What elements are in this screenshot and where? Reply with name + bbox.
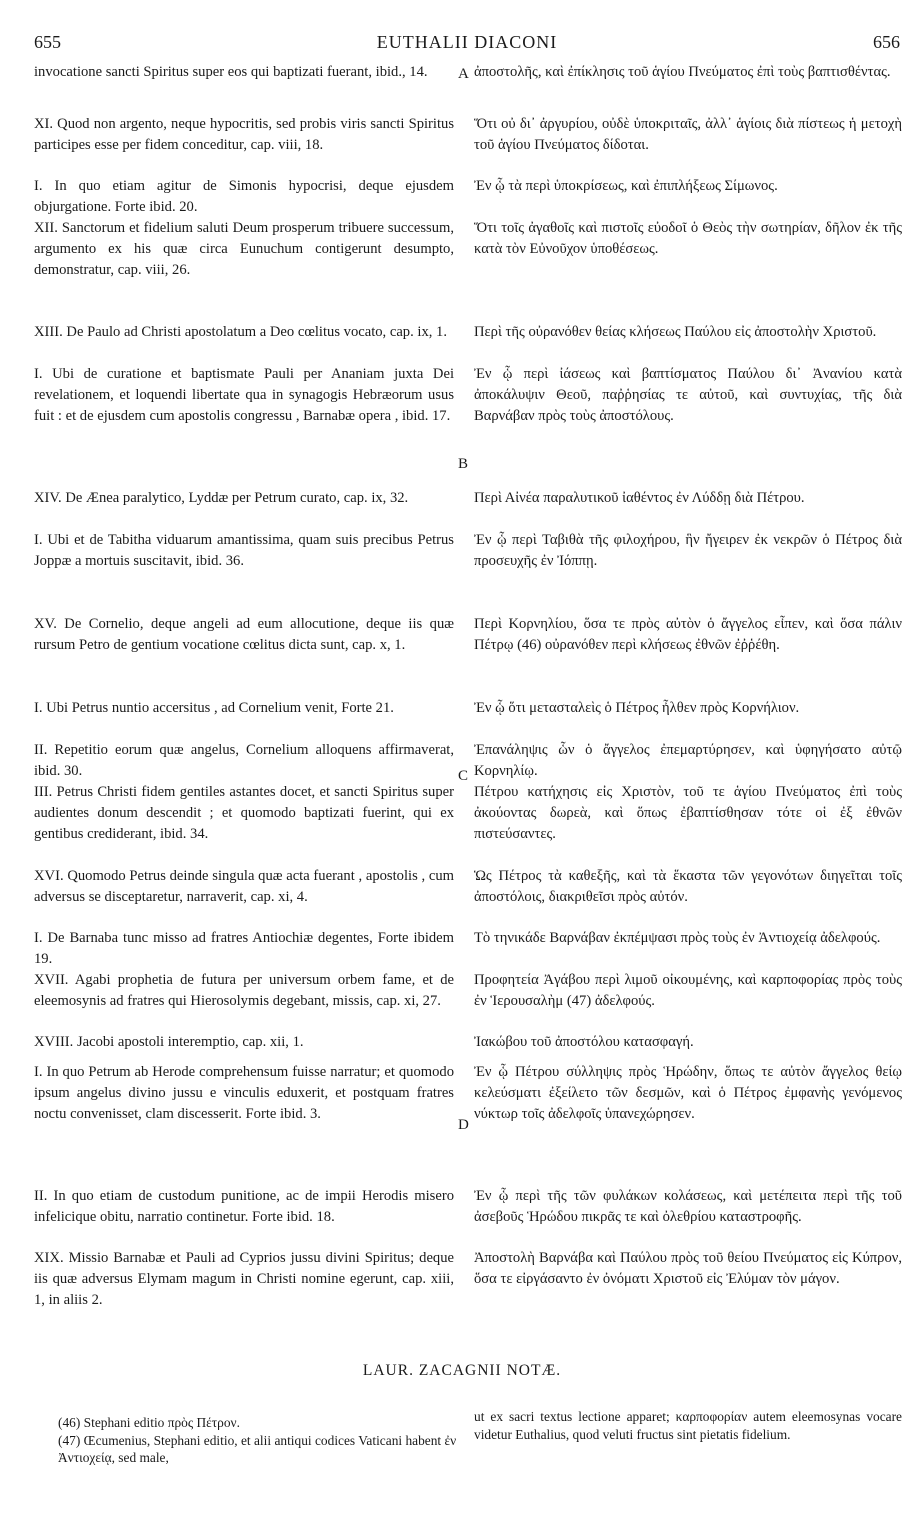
latin-paragraph: XVII. Agabi prophetia de futura per universum orbem fame, et de eleemosynis ad fratres qui Hierosolymis degebant, missis, cap. xi, 27. <box>34 972 454 1009</box>
latin-paragraph: XIV. De Ænea paralytico, Lyddæ per Petrum curato, cap. ix, 32. <box>34 490 409 506</box>
latin-paragraph: XIII. De Paulo ad Christi apostolatum a Deo cœlitus vocato, cap. ix, 1. <box>34 324 447 340</box>
greek-paragraph: Ἐν ᾧ ὅτι μετασταλεὶς ὁ Πέτρος ἦλθεν πρὸς Κορνήλιον. <box>474 700 800 716</box>
running-title: EUTHALII DIACONI <box>376 32 558 52</box>
latin-paragraph: XIX. Missio Barnabæ et Pauli ad Cyprios jussu divini Spiritus; deque iis quæ adversus Elymam magum in Christi nomine egerunt, cap. xiii, 1, in aliis 2. <box>34 1250 454 1308</box>
notes-left-column <box>58 1414 460 1467</box>
latin-paragraph: XI. Quod non argento, neque hypocritis, sed probis viris sancti Spiritus participes esse per fidem conceditur, cap. viii, 18. <box>34 116 454 153</box>
latin-paragraph: XVI. Quomodo Petrus deinde singula quæ acta fuerant , apostolis , cum adversus se disceptaretur, narraverit, cap. xi, 4. <box>34 868 454 905</box>
footnote-46: (46) Stephani editio πρὸς Πέτρον. <box>58 1415 240 1430</box>
footnote-47-continued: ut ex sacri textus lectione apparet; καρποφορίαν autem eleemosynas vocare videtur Euthalius, quod veluti fructus sint pietatis fidelium. <box>474 1409 902 1442</box>
latin-paragraph: I. Ubi Petrus nuntio accersitus , ad Cornelium venit, Forte 21. <box>34 700 394 716</box>
greek-paragraph: Ἐπανάληψις ὧν ὁ ἄγγελος ἐπεμαρτύρησεν, καὶ ὑφηγήσατο αὐτῷ Κορνηλίῳ. <box>474 742 902 779</box>
greek-paragraph: Τὸ τηνικάδε Βαρνάβαν ἐκπέμψασι πρὸς τοὺς ἐν Ἀντιοχείᾳ ἀδελφούς. <box>474 930 881 946</box>
latin-paragraph: I. Ubi et de Tabitha viduarum amantissima, quam suis precibus Petrus Joppæ a mortuis suscitavit, ibid. 36. <box>34 532 454 569</box>
greek-paragraph: Ὡς Πέτρος τὰ καθεξῆς, καὶ τὰ ἕκαστα τῶν γεγονότων διηγεῖται τοῖς ἀποστόλοις, διακριθεῖσι πρὸς αὐτόν. <box>474 868 902 905</box>
greek-paragraph: Προφητεία Ἀγάβου περὶ λιμοῦ οἰκουμένης, καὶ καρποφορίας πρὸς τοὺς ἐν Ἱερουσαλὴμ (47) ἀδελφούς. <box>474 972 902 1009</box>
greek-paragraph: Ὅτι τοῖς ἀγαθοῖς καὶ πιστοῖς εὐοδοῖ ὁ Θεὸς τὴν σωτηρίαν, δῆλον ἐκ τῆς κατὰ τὸν Εὐνοῦχον ὑποθέσεως. <box>474 220 902 257</box>
greek-paragraph: Ἐν ᾧ περὶ ἰάσεως καὶ βαπτίσματος Παύλου δι᾽ Ἀνανίου κατὰ ἀποκάλυψιν Θεοῦ, παῤῥησίας τε αὐτοῦ, καὶ συντυχίας, τῆς διὰ Βαρνάβαν πρὸς τοὺς ἀποστόλους. <box>474 366 902 424</box>
footnote-47: (47) Œcumenius, Stephani editio, et alii antiqui codices Vaticani habent ἐν Ἀντιοχείᾳ, sed male, <box>58 1432 457 1465</box>
notes-heading: LAUR. ZACAGNII NOTÆ. <box>362 1362 562 1379</box>
latin-paragraph: II. In quo etiam de custodum punitione, ac de impii Herodis misero infelicique obitu, narratio continetur. Forte ibid. 18. <box>34 1188 454 1225</box>
margin-letter-c: C <box>458 768 469 784</box>
latin-paragraph: III. Petrus Christi fidem gentiles astantes docet, et sancti Spiritus super audientes donum descendit ; et quomodo baptizati fuerint, qui ex gentibus crediderant, ibid. 34. <box>34 784 454 842</box>
latin-paragraph: I. Ubi de curatione et baptismate Pauli per Ananiam juxta Dei revelationem, et loquendi libertate qua in synagogis Hebræorum usus fuit : et de ejusdem cum apostolis congressu , Barnabæ opera , ibid. 17. <box>34 366 454 424</box>
page-number-left: 655 <box>34 32 61 52</box>
margin-letter-a: A <box>458 66 469 82</box>
notes-right-column <box>474 1408 902 1443</box>
page-number-right: 656 <box>873 32 900 52</box>
latin-paragraph: invocatione sancti Spiritus super eos qui baptizati fuerant, ibid., 14. <box>34 64 428 80</box>
latin-paragraph: I. In quo Petrum ab Herode comprehensum fuisse narratur; et quomodo ipsum angelus divino jussu e vinculis eduxerit, et postquam fratres noctu convenisset, clam discesserit. Forte ibid. 3. <box>34 1064 454 1122</box>
greek-paragraph: Περὶ Κορνηλίου, ὅσα τε πρὸς αὐτὸν ὁ ἄγγελος εἶπεν, καὶ ὅσα πάλιν Πέτρῳ (46) οὐρανόθεν περὶ κλήσεως ἐθνῶν ἐῤῥέθη. <box>474 616 902 653</box>
page-header <box>34 32 900 56</box>
latin-paragraph: XV. De Cornelio, deque angeli ad eum allocutione, deque iis quæ rursum Petro de gentium vocatione cœlitus dicta sunt, cap. x, 1. <box>34 616 454 653</box>
greek-paragraph: Περὶ τῆς οὐρανόθεν θείας κλήσεως Παύλου εἰς ἀποστολὴν Χριστοῦ. <box>474 324 877 340</box>
greek-paragraph: Ἐν ᾧ Πέτρου σύλληψις πρὸς Ἡρώδην, ὅπως τε αὐτὸν ἄγγελος θείῳ κελεύσματι ἐξείλετο τῶν δεσμῶν, καὶ ὁ Πέτρος ἐμφανὴς γενόμενος νύκτωρ τοῖς ἀδελφοῖς ὑπανεχώρησεν. <box>474 1064 902 1122</box>
latin-paragraph: XVIII. Jacobi apostoli interemptio, cap. xii, 1. <box>34 1034 304 1050</box>
latin-paragraph: I. In quo etiam agitur de Simonis hypocrisi, deque ejusdem objurgatione. Forte ibid. 20. <box>34 178 454 215</box>
greek-paragraph: Ὅτι οὐ δι᾽ ἀργυρίου, οὐδὲ ὑποκριταῖς, ἀλλ᾽ ἁγίοις διὰ πίστεως ἡ μετοχὴ τοῦ ἁγίου Πνεύματος δίδοται. <box>474 116 902 153</box>
margin-letter-d: D <box>458 1117 469 1133</box>
latin-paragraph: I. De Barnaba tunc misso ad fratres Antiochiæ degentes, Forte ibidem 19. <box>34 930 454 967</box>
greek-paragraph: Ἐν ᾧ περὶ τῆς τῶν φυλάκων κολάσεως, καὶ μετέπειτα περὶ τῆς τοῦ ἀσεβοῦς Ἡρώδου πικρᾶς τε καὶ ὀλεθρίου καταστροφῆς. <box>474 1188 902 1225</box>
greek-paragraph: Πέτρου κατήχησις εἰς Χριστὸν, τοῦ τε ἁγίου Πνεύματος ἐπὶ τοὺς ἀκούοντας δωρεὰ, καὶ ὅπως ἐβαπτίσθησαν τότε οἱ ἐξ ἐθνῶν πιστεύσαντες. <box>474 784 902 842</box>
margin-letter-b: B <box>458 456 469 472</box>
greek-paragraph: Ἐν ᾧ τὰ περὶ ὑποκρίσεως, καὶ ἐπιπλήξεως Σίμωνος. <box>474 178 778 194</box>
greek-paragraph: Ἐν ᾧ περὶ Ταβιθὰ τῆς φιλοχήρου, ἣν ἤγειρεν ἐκ νεκρῶν ὁ Πέτρος διὰ προσευχῆς ἐν Ἰόππῃ. <box>474 532 902 569</box>
greek-paragraph: ἀποστολῆς, καὶ ἐπίκλησις τοῦ ἁγίου Πνεύματος ἐπὶ τοὺς βαπτισθέντας. <box>474 64 891 80</box>
latin-paragraph: II. Repetitio eorum quæ angelus, Cornelium alloquens affirmaverat, ibid. 30. <box>34 742 454 779</box>
greek-paragraph: Ἰακώβου τοῦ ἀποστόλου κατασφαγή. <box>474 1034 694 1050</box>
greek-paragraph: Περὶ Αἰνέα παραλυτικοῦ ἰαθέντος ἐν Λύδδῃ διὰ Πέτρου. <box>474 490 805 506</box>
greek-paragraph: Ἀποστολὴ Βαρνάβα καὶ Παύλου πρὸς τοῦ θείου Πνεύματος εἰς Κύπρον, ὅσα τε εἰργάσαντο ἐν ὀνόματι Χριστοῦ εἰς Ἐλύμαν τὸν μάγον. <box>474 1250 902 1287</box>
latin-paragraph: XII. Sanctorum et fidelium saluti Deum prosperum tribuere successum, argumento ex his quæ circa Eunuchum contigerunt desumpto, demonstratur, cap. viii, 26. <box>34 220 454 278</box>
